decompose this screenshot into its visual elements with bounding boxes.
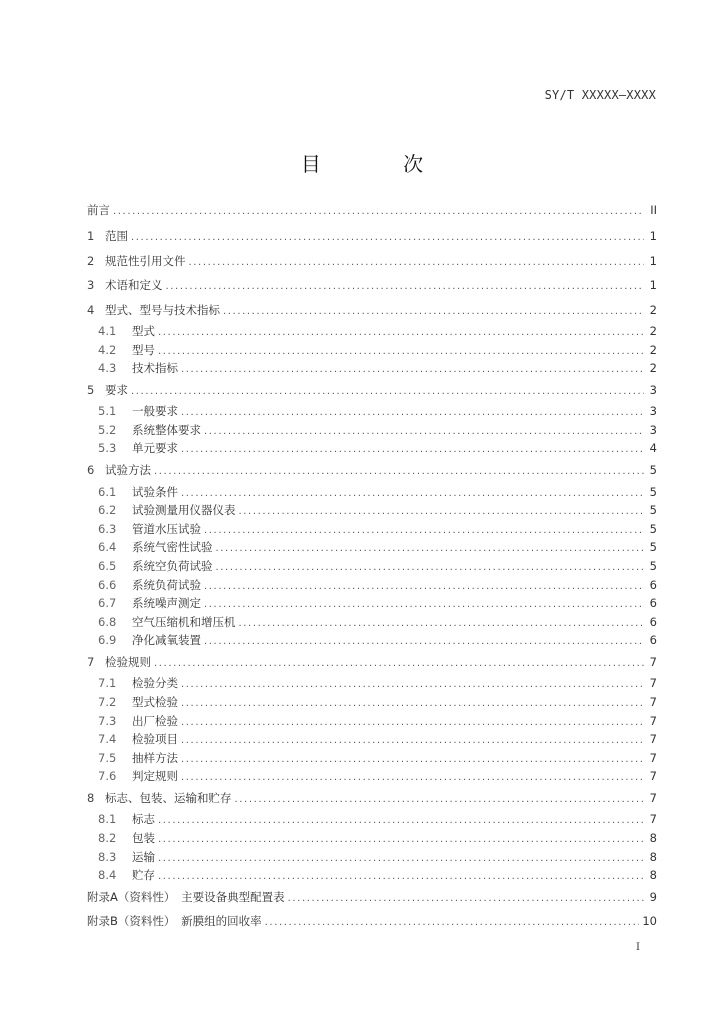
toc-entry-label: 检验分类	[132, 676, 178, 691]
dot-leader	[158, 324, 644, 343]
toc-entry[interactable]	[87, 501, 657, 520]
toc-entry[interactable]	[87, 557, 657, 576]
toc-entry-page: 5	[649, 521, 657, 536]
toc-entry-number: 8.4	[98, 868, 117, 883]
toc-entry[interactable]	[87, 359, 657, 378]
toc-entry-label: 空气压缩机和增压机	[132, 614, 236, 629]
toc-entry-label: 管道水压试验	[132, 521, 201, 536]
dot-leader	[204, 596, 644, 615]
toc-entry-number: 8.2	[98, 831, 117, 846]
toc-entry-label: 单元要求	[132, 441, 178, 456]
dot-leader	[181, 714, 644, 733]
dot-leader	[181, 485, 644, 504]
toc-entry-page: 5	[649, 463, 657, 478]
toc-entry-label: 贮存	[132, 868, 155, 883]
dot-leader	[204, 633, 644, 652]
toc-entry-number: 7	[87, 654, 95, 669]
toc-entry-number: 6.9	[98, 633, 117, 648]
toc-entry-label: 范围	[105, 229, 128, 243]
dot-leader	[181, 751, 644, 770]
toc-entry-number: 7.1	[98, 676, 117, 691]
toc-entry-number: 6.3	[98, 521, 117, 536]
toc-entry-label: 抽样方法	[132, 750, 178, 765]
dot-leader	[216, 559, 645, 578]
toc-entry-page: 7	[649, 732, 657, 747]
toc-entry-page: II	[650, 203, 657, 217]
dot-leader	[181, 441, 644, 460]
dot-leader	[181, 676, 644, 695]
toc-entry-page: 1	[649, 253, 657, 268]
dot-leader	[181, 732, 644, 751]
toc-entry-page: 2	[649, 302, 657, 317]
dot-leader	[181, 769, 644, 788]
toc-entry-label: 运输	[132, 849, 155, 864]
toc-entry[interactable]	[87, 273, 657, 298]
toc-entry-label: 前言	[87, 203, 110, 217]
toc-entry[interactable]	[87, 829, 657, 848]
toc-entry-page: 2	[649, 324, 657, 338]
dot-leader	[158, 812, 644, 831]
toc-entry-label: 型式	[132, 324, 155, 338]
toc-entry[interactable]	[87, 249, 657, 274]
toc-entry-number: 7.5	[98, 750, 117, 765]
toc-entry-label: 检验项目	[132, 732, 178, 747]
toc-entry-number: 4	[87, 302, 95, 317]
toc-entry-page: 5	[649, 558, 657, 573]
dot-leader	[265, 911, 640, 936]
toc-entry-number: 7.3	[98, 713, 117, 728]
toc-entry-label: 技术指标	[132, 361, 178, 376]
toc-entry[interactable]	[87, 322, 657, 341]
toc-entry[interactable]	[87, 730, 657, 749]
toc-entry[interactable]	[87, 767, 657, 786]
toc-entry-label: 系统空负荷试验	[132, 558, 213, 573]
toc-entry[interactable]	[87, 810, 657, 829]
dot-leader	[154, 460, 644, 485]
toc-entry[interactable]	[87, 341, 657, 360]
toc-entry-page: 8	[649, 849, 657, 864]
table-of-contents	[87, 200, 657, 934]
toc-entry-number: 8.1	[98, 812, 117, 827]
toc-entry-number: 8	[87, 790, 95, 805]
toc-entry-label: 试验方法	[105, 463, 151, 478]
toc-entry-number: 6.5	[98, 558, 117, 573]
toc-entry[interactable]	[87, 439, 657, 458]
dot-leader	[204, 578, 644, 597]
toc-entry[interactable]	[87, 674, 657, 693]
toc-entry-page: 2	[649, 361, 657, 376]
dot-leader	[181, 361, 644, 380]
toc-entry[interactable]	[87, 650, 657, 675]
dot-leader	[131, 380, 644, 405]
toc-entry-label: 检验规则	[105, 654, 151, 669]
toc-entry-label: 系统整体要求	[132, 422, 201, 437]
toc-entry-label: 要求	[105, 382, 128, 397]
dot-leader	[239, 615, 645, 634]
toc-entry-page: 3	[649, 404, 657, 419]
page-number: I	[636, 942, 640, 953]
toc-entry-page: 9	[649, 889, 657, 904]
toc-entry-page: 8	[649, 831, 657, 846]
document-code: SY/T XXXXX—XXXX	[544, 88, 656, 102]
toc-entry[interactable]	[87, 749, 657, 768]
dot-leader	[189, 251, 645, 276]
toc-entry-label: 出厂检验	[132, 713, 178, 728]
toc-entry-label: 试验条件	[132, 484, 178, 499]
toc-entry-number: 5.1	[98, 404, 117, 419]
toc-entry-number: 6	[87, 463, 95, 478]
toc-entry-label: 一般要求	[132, 404, 178, 419]
toc-entry-label: 净化减氧装置	[132, 633, 201, 648]
toc-entry-number: 2	[87, 253, 95, 268]
dot-leader	[113, 202, 644, 222]
toc-entry-label: 试验测量用仪器仪表	[132, 503, 236, 518]
toc-entry[interactable]	[87, 885, 657, 910]
toc-entry-page: 2	[649, 342, 657, 357]
toc-entry-page: 6	[649, 596, 657, 611]
dot-leader	[239, 503, 645, 522]
toc-entry-number: 7.2	[98, 695, 117, 709]
toc-entry-label: 包装	[132, 831, 155, 846]
toc-entry-label: 系统气密性试验	[132, 540, 213, 555]
toc-entry-label: 系统负荷试验	[132, 577, 201, 592]
toc-entry-page: 5	[649, 540, 657, 555]
toc-entry[interactable]	[87, 421, 657, 440]
toc-entry[interactable]	[87, 224, 657, 249]
toc-entry-page: 3	[649, 382, 657, 397]
toc-entry-number: 6.8	[98, 614, 117, 629]
dot-leader	[235, 788, 645, 813]
dot-leader	[166, 275, 645, 300]
dot-leader	[158, 850, 644, 869]
toc-entry-page: 6	[649, 614, 657, 629]
toc-entry-label: 型式、型号与技术指标	[105, 302, 220, 317]
toc-entry-number: 8.3	[98, 849, 117, 864]
toc-entry-page: 7	[649, 695, 657, 709]
toc-entry[interactable]	[87, 693, 657, 712]
toc-entry-number: 5.2	[98, 422, 117, 437]
toc-entry-page: 7	[649, 769, 657, 784]
toc-entry-page: 7	[649, 654, 657, 669]
toc-entry[interactable]	[87, 458, 657, 483]
toc-entry-label: 判定规则	[132, 769, 178, 784]
toc-entry-label: 附录B（资料性） 新膜组的回收率	[87, 914, 262, 929]
toc-entry-page: 8	[649, 868, 657, 883]
toc-entry-page: 5	[649, 503, 657, 518]
toc-entry-page: 1	[649, 229, 657, 243]
toc-entry[interactable]	[87, 848, 657, 867]
toc-entry-page: 7	[649, 812, 657, 827]
toc-entry[interactable]	[87, 402, 657, 421]
toc-entry[interactable]	[87, 200, 657, 220]
toc-entry[interactable]	[87, 613, 657, 632]
toc-entry-label: 型号	[132, 342, 155, 357]
dot-leader	[158, 343, 644, 362]
dot-leader	[154, 652, 644, 677]
dot-leader	[204, 423, 644, 442]
dot-leader	[158, 831, 644, 850]
toc-entry-page: 4	[649, 441, 657, 456]
toc-entry[interactable]	[87, 594, 657, 613]
toc-entry-label: 标志	[132, 812, 155, 827]
toc-entry[interactable]	[87, 786, 657, 811]
dot-leader	[181, 695, 644, 714]
toc-entry[interactable]	[87, 520, 657, 539]
toc-entry-page: 3	[649, 422, 657, 437]
toc-entry-number: 4.3	[98, 361, 117, 376]
toc-entry-number: 6.7	[98, 596, 117, 611]
toc-entry-number: 6.4	[98, 540, 117, 555]
toc-entry-number: 5	[87, 382, 95, 397]
toc-entry-number: 5.3	[98, 441, 117, 456]
toc-entry-page: 6	[649, 577, 657, 592]
dot-leader	[181, 404, 644, 423]
toc-entry-number: 6.6	[98, 577, 117, 592]
toc-entry-number: 1	[87, 229, 95, 243]
dot-leader	[223, 300, 644, 325]
toc-entry-number: 4.1	[98, 324, 117, 338]
dot-leader	[216, 540, 645, 559]
dot-leader	[288, 887, 644, 912]
toc-entry[interactable]	[87, 298, 657, 323]
toc-entry-page: 5	[649, 484, 657, 499]
toc-entry-label: 型式检验	[132, 695, 178, 709]
toc-entry-page: 7	[649, 750, 657, 765]
toc-entry-number: 4.2	[98, 342, 117, 357]
toc-entry-label: 附录A（资料性） 主要设备典型配置表	[87, 889, 285, 904]
toc-entry-number: 6.2	[98, 503, 117, 518]
toc-entry-page: 6	[649, 633, 657, 648]
toc-entry-page: 7	[649, 790, 657, 805]
dot-leader	[204, 522, 644, 541]
toc-entry-page: 7	[649, 713, 657, 728]
toc-entry[interactable]	[87, 483, 657, 502]
toc-entry[interactable]	[87, 909, 657, 934]
toc-entry-number: 3	[87, 278, 95, 292]
toc-entry-page: 10	[642, 914, 657, 929]
toc-entry-number: 6.1	[98, 484, 117, 499]
toc-entry[interactable]	[87, 538, 657, 557]
toc-entry-page: 7	[649, 676, 657, 691]
toc-entry[interactable]	[87, 866, 657, 885]
dot-leader	[131, 226, 644, 251]
toc-entry-label: 系统噪声测定	[132, 596, 201, 611]
toc-title: 目 次	[300, 152, 462, 176]
toc-entry[interactable]	[87, 378, 657, 403]
toc-entry[interactable]	[87, 631, 657, 650]
toc-entry[interactable]	[87, 576, 657, 595]
toc-entry[interactable]	[87, 712, 657, 731]
toc-entry-label: 规范性引用文件	[105, 253, 186, 268]
toc-entry-number: 7.6	[98, 769, 117, 784]
toc-entry-number: 7.4	[98, 732, 117, 747]
toc-entry-label: 标志、包装、运输和贮存	[105, 790, 232, 805]
toc-entry-label: 术语和定义	[105, 278, 163, 292]
toc-entry-page: 1	[649, 278, 657, 292]
